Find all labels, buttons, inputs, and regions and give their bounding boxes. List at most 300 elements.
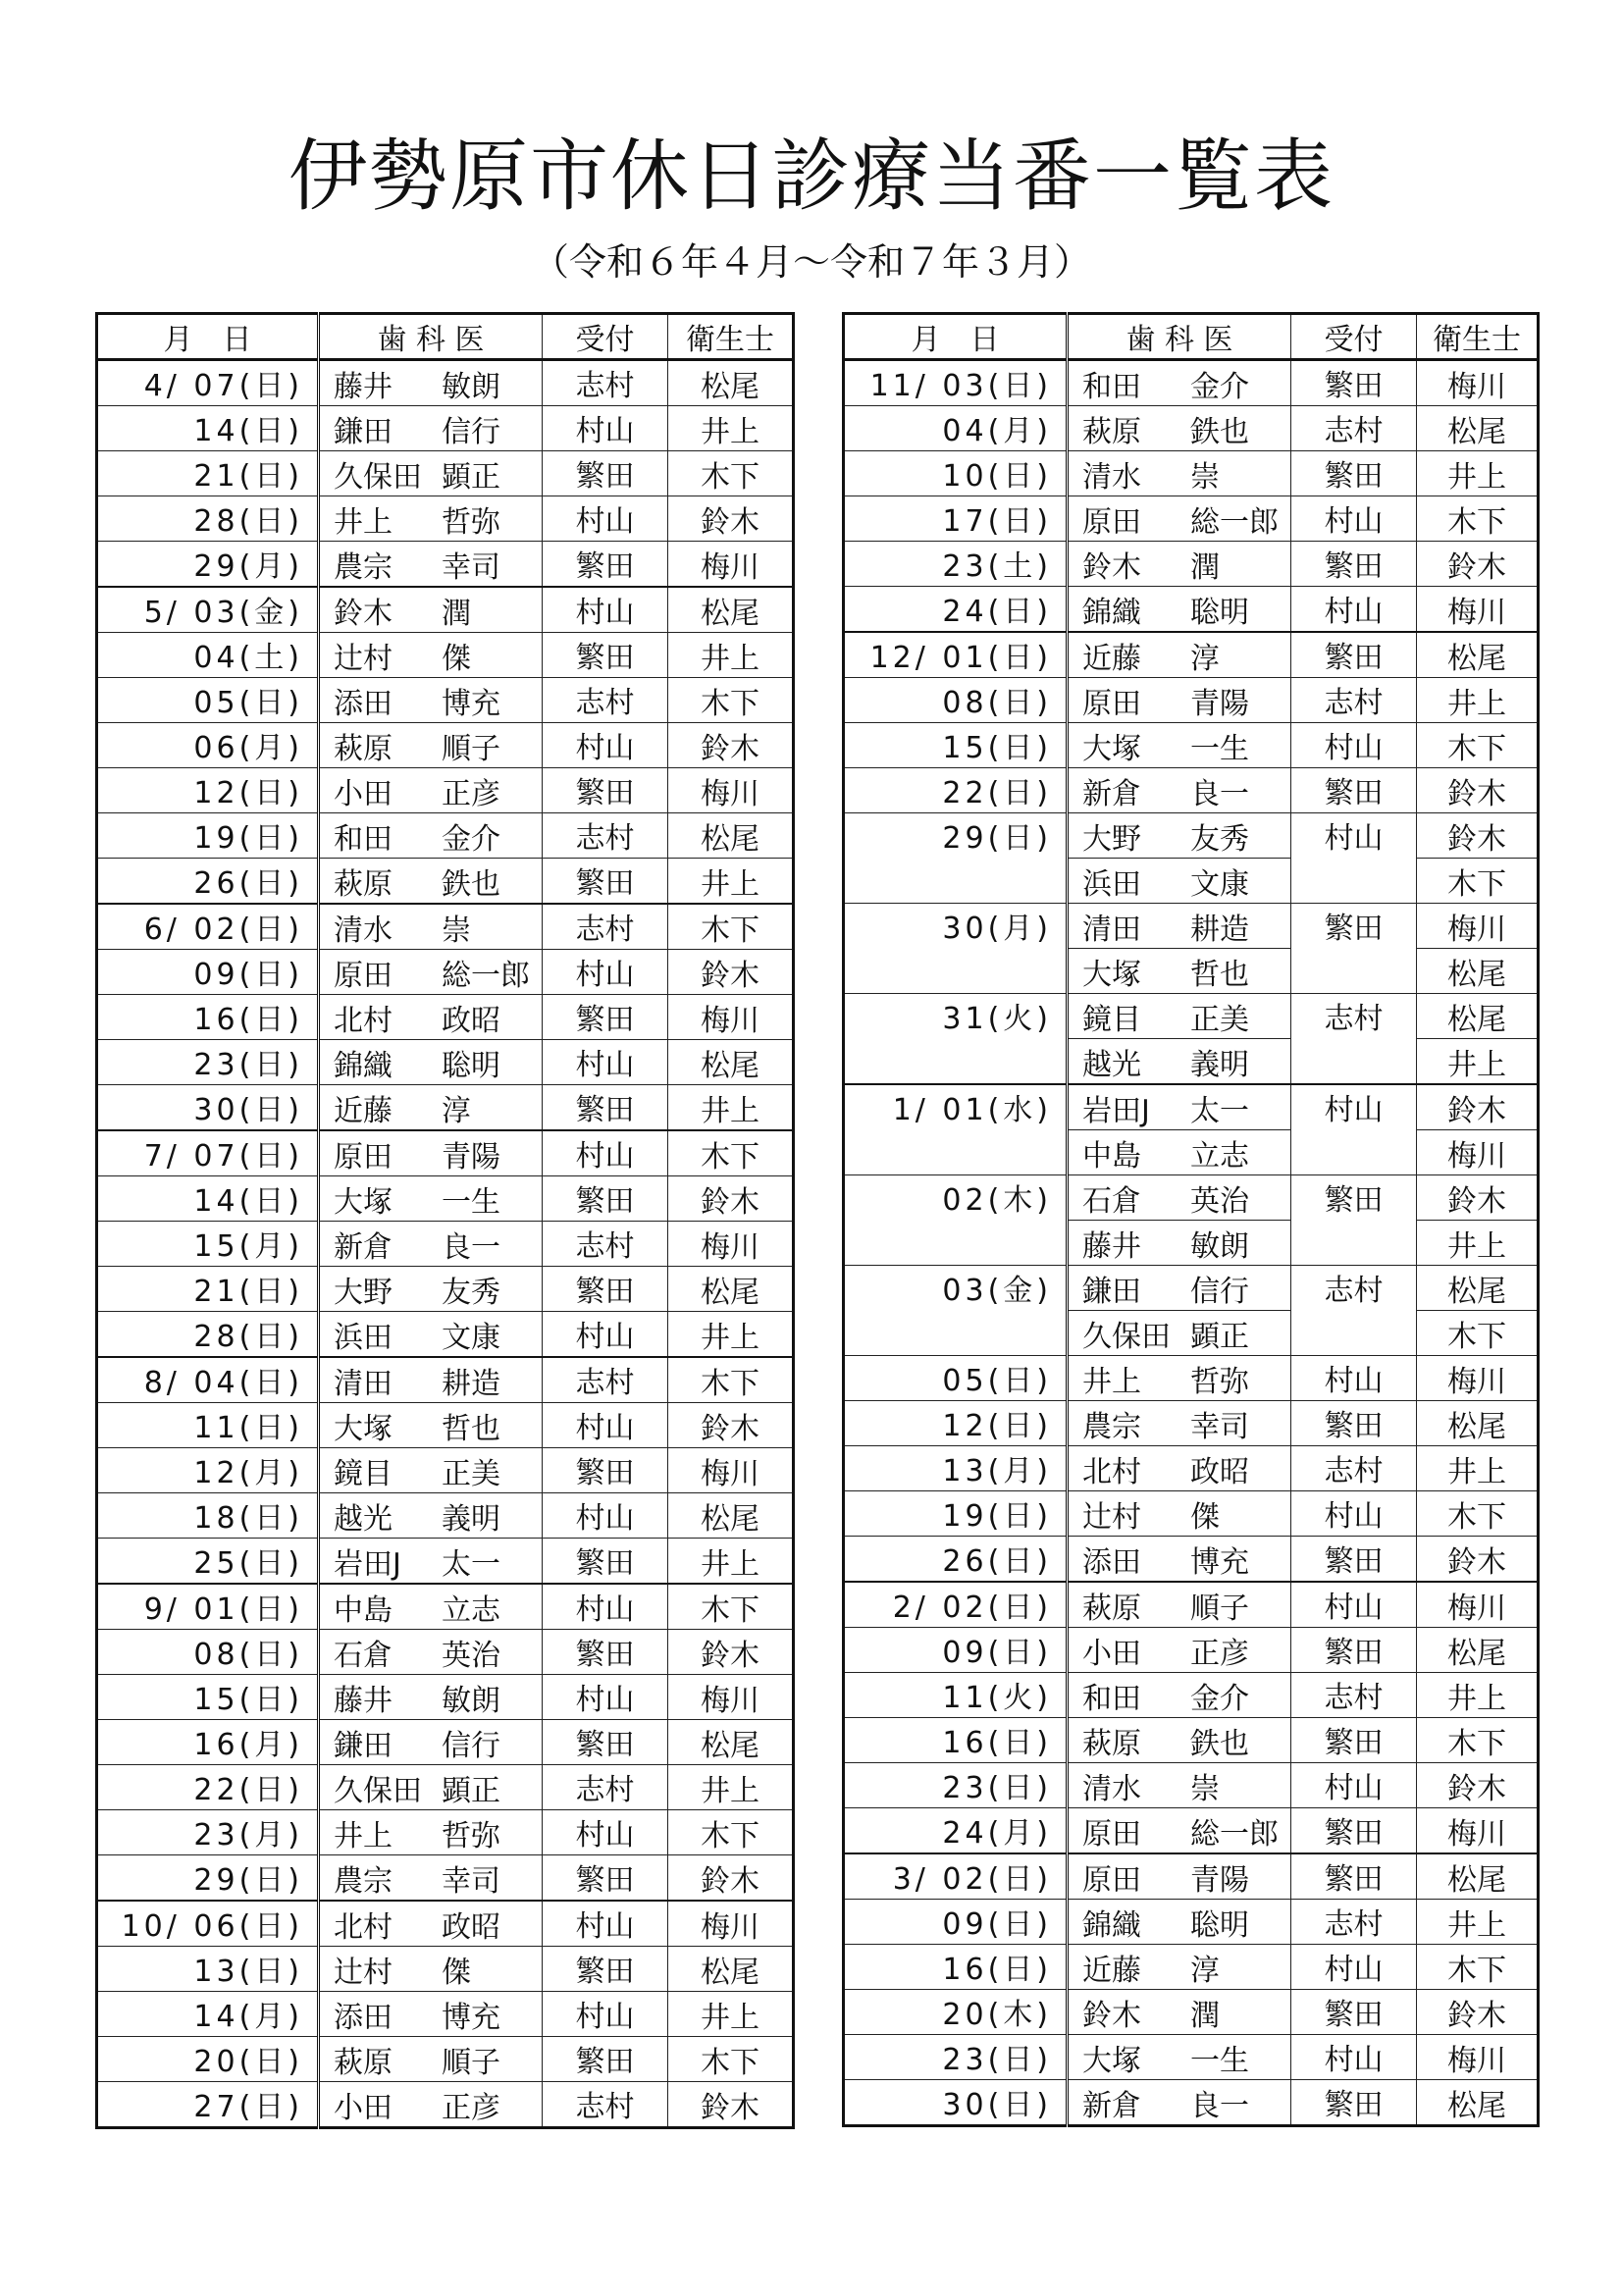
date-cell: 15(月) <box>97 1222 319 1267</box>
dentist-cell <box>1068 1356 1291 1401</box>
dentist-cell <box>319 1720 543 1765</box>
dentist-cell <box>1068 451 1291 496</box>
dentist-given-name: 幸司 <box>1190 1409 1249 1444</box>
hygienist-cell: 鈴木 <box>668 2082 794 2128</box>
dentist-given-name: 正彦 <box>1190 1636 1249 1671</box>
reception-cell: 村山 <box>543 1040 668 1085</box>
reception-cell: 村山 <box>1291 813 1417 904</box>
table-row <box>844 1401 1539 1446</box>
date-cell: 21(日) <box>97 1267 319 1312</box>
reception-cell: 繁田 <box>1291 768 1417 813</box>
date-cell: 05(日) <box>97 678 319 723</box>
reception-cell: 村山 <box>543 406 668 451</box>
dentist-cell <box>319 768 543 813</box>
hygienist-cell: 松尾 <box>1417 994 1539 1039</box>
dentist-given-name: 信行 <box>442 1728 500 1763</box>
reception-cell: 繁田 <box>543 1855 668 1902</box>
table-row <box>844 1446 1539 1491</box>
table-row <box>844 1945 1539 1990</box>
dentist-surname: 大塚 <box>334 1411 393 1446</box>
dentist-given-name: 立志 <box>442 1592 500 1628</box>
header-dentist: 歯 科 医 <box>319 314 543 360</box>
dentist-surname: 和田 <box>334 821 393 857</box>
dentist-surname: 清田 <box>1082 912 1141 947</box>
hygienist-cell: 木下 <box>668 451 794 496</box>
dentist-cell <box>319 1403 543 1448</box>
table-row <box>97 1947 794 1992</box>
hygienist-cell: 松尾 <box>1417 2080 1539 2126</box>
date-cell: 6/ 02(日) <box>97 904 319 950</box>
table-row <box>844 406 1539 451</box>
date-cell: 10/ 06(日) <box>97 1901 319 1947</box>
dentist-cell <box>1068 1537 1291 1583</box>
reception-cell: 志村 <box>1291 994 1417 1085</box>
dentist-given-name: 良一 <box>1190 776 1249 811</box>
dentist-given-name: 鉄也 <box>1190 1726 1249 1761</box>
hygienist-cell: 鈴木 <box>668 950 794 995</box>
dentist-given-name: 傑 <box>1190 1499 1220 1535</box>
hygienist-cell: 井上 <box>668 633 794 678</box>
reception-cell: 繁田 <box>543 1176 668 1222</box>
dentist-given-name: 総一郎 <box>442 958 530 993</box>
table-row <box>97 1765 794 1810</box>
date-cell: 24(月) <box>844 1808 1068 1854</box>
page-subtitle: （令和６年４月～令和７年３月） <box>531 240 1091 284</box>
table-row <box>97 360 794 406</box>
table-row <box>844 1084 1539 1130</box>
dentist-given-name: 文康 <box>1190 866 1249 902</box>
dentist-surname: 大塚 <box>334 1184 393 1220</box>
reception-cell: 志村 <box>543 678 668 723</box>
dentist-given-name: 総一郎 <box>1190 1816 1279 1852</box>
reception-cell: 村山 <box>1291 2035 1417 2080</box>
dentist-given-name: 金介 <box>1190 1681 1249 1716</box>
date-cell: 12(日) <box>97 768 319 813</box>
dentist-cell <box>319 1539 543 1585</box>
dentist-surname: 清水 <box>1082 1771 1141 1806</box>
hygienist-cell: 木下 <box>1417 859 1539 904</box>
table-row <box>97 1403 794 1448</box>
dentist-given-name: 良一 <box>442 1229 500 1265</box>
table-row <box>844 587 1539 633</box>
hygienist-cell: 井上 <box>668 1312 794 1358</box>
table-row <box>97 904 794 950</box>
reception-cell: 志村 <box>543 1222 668 1267</box>
dentist-given-name: 順子 <box>442 731 500 766</box>
dentist-surname: 新倉 <box>1082 2088 1141 2123</box>
reception-cell: 村山 <box>543 1130 668 1176</box>
dentist-cell <box>1068 1175 1291 1221</box>
dentist-given-name: 聡明 <box>1190 1907 1249 1943</box>
date-cell: 12/ 01(日) <box>844 632 1068 678</box>
date-cell: 23(土) <box>844 542 1068 587</box>
table-row <box>97 1720 794 1765</box>
dentist-surname: 新倉 <box>334 1229 393 1265</box>
hygienist-cell: 梅川 <box>668 1675 794 1720</box>
dentist-cell <box>1068 406 1291 451</box>
hygienist-cell: 井上 <box>668 1539 794 1585</box>
date-cell: 26(日) <box>97 859 319 905</box>
hygienist-cell: 鈴木 <box>1417 1084 1539 1130</box>
table-row <box>97 678 794 723</box>
reception-cell: 村山 <box>1291 1491 1417 1537</box>
dentist-surname: 井上 <box>334 504 393 540</box>
dentist-given-name: 青陽 <box>1190 686 1249 721</box>
table-row <box>97 1675 794 1720</box>
dentist-surname: 辻村 <box>334 641 393 676</box>
dentist-given-name: 博充 <box>442 2000 500 2035</box>
hygienist-cell: 井上 <box>1417 1446 1539 1491</box>
dentist-surname: 浜田 <box>334 1320 393 1355</box>
dentist-surname: 原田 <box>1082 686 1141 721</box>
dentist-surname: 浜田 <box>1082 866 1141 902</box>
reception-cell: 村山 <box>1291 1945 1417 1990</box>
hygienist-cell: 松尾 <box>668 813 794 859</box>
hygienist-cell: 井上 <box>1417 1673 1539 1718</box>
reception-cell: 村山 <box>1291 1356 1417 1401</box>
date-cell: 28(日) <box>97 496 319 542</box>
hygienist-cell: 松尾 <box>668 1040 794 1085</box>
date-cell: 16(日) <box>844 1945 1068 1990</box>
hygienist-cell: 鈴木 <box>668 1176 794 1222</box>
dentist-given-name: 一生 <box>1190 731 1249 766</box>
dentist-cell <box>319 904 543 950</box>
hygienist-cell: 梅川 <box>668 542 794 588</box>
reception-cell: 志村 <box>543 813 668 859</box>
hygienist-cell: 鈴木 <box>1417 1763 1539 1808</box>
date-cell: 23(日) <box>844 2035 1068 2080</box>
date-cell: 09(日) <box>844 1628 1068 1673</box>
reception-cell: 村山 <box>1291 1582 1417 1628</box>
dentist-given-name: 正彦 <box>442 2090 500 2125</box>
reception-cell: 繁田 <box>1291 1718 1417 1763</box>
table-row <box>97 1312 794 1358</box>
header-date: 月 日 <box>97 314 319 360</box>
reception-cell: 村山 <box>543 1810 668 1855</box>
dentist-surname: 岩田J <box>1082 1093 1150 1128</box>
dentist-cell <box>1068 904 1291 949</box>
reception-cell: 村山 <box>543 1992 668 2037</box>
dentist-cell <box>1068 994 1291 1039</box>
dentist-surname: 石倉 <box>334 1638 393 1673</box>
table-row <box>844 768 1539 813</box>
dentist-given-name: 一生 <box>1190 2043 1249 2078</box>
table-row <box>97 995 794 1040</box>
date-cell: 30(月) <box>844 904 1068 994</box>
date-cell: 14(日) <box>97 406 319 451</box>
reception-cell: 志村 <box>543 1765 668 1810</box>
reception-cell: 村山 <box>1291 496 1417 542</box>
dentist-cell <box>319 995 543 1040</box>
hygienist-cell: 梅川 <box>668 768 794 813</box>
dentist-cell <box>1068 723 1291 768</box>
hygienist-cell: 鈴木 <box>1417 768 1539 813</box>
table-row <box>97 723 794 768</box>
dentist-cell <box>1068 1491 1291 1537</box>
date-cell: 31(火) <box>844 994 1068 1085</box>
dentist-given-name: 順子 <box>1190 1591 1249 1626</box>
dentist-surname: 大塚 <box>1082 731 1141 766</box>
dentist-cell <box>319 451 543 496</box>
date-cell: 26(日) <box>844 1537 1068 1583</box>
hygienist-cell: 松尾 <box>668 587 794 633</box>
hygienist-cell: 松尾 <box>668 1267 794 1312</box>
dentist-given-name: 淳 <box>442 1093 471 1128</box>
reception-cell: 繁田 <box>543 1085 668 1131</box>
dentist-surname: 和田 <box>1082 369 1141 404</box>
dentist-given-name: 耕造 <box>442 1366 500 1401</box>
hygienist-cell: 井上 <box>1417 1039 1539 1085</box>
dentist-given-name: 良一 <box>1190 2088 1249 2123</box>
dentist-cell <box>1068 1763 1291 1808</box>
reception-cell: 志村 <box>543 904 668 950</box>
dentist-cell <box>319 1630 543 1675</box>
dentist-cell <box>1068 2080 1291 2126</box>
reception-cell: 繁田 <box>1291 2080 1417 2126</box>
dentist-given-name: 傑 <box>442 641 471 676</box>
date-cell: 14(日) <box>97 1176 319 1222</box>
reception-cell: 繁田 <box>1291 1401 1417 1446</box>
date-cell: 02(木) <box>844 1175 1068 1266</box>
date-cell: 15(日) <box>97 1675 319 1720</box>
hygienist-cell: 木下 <box>1417 1311 1539 1356</box>
table-row <box>844 1537 1539 1583</box>
date-cell: 30(日) <box>844 2080 1068 2126</box>
dentist-surname: 越光 <box>334 1501 393 1537</box>
header-reception: 受付 <box>543 314 668 360</box>
reception-cell: 繁田 <box>543 859 668 905</box>
hygienist-cell: 鈴木 <box>1417 813 1539 859</box>
dentist-surname: 新倉 <box>1082 776 1141 811</box>
date-cell: 13(月) <box>844 1446 1068 1491</box>
date-cell: 06(月) <box>97 723 319 768</box>
date-cell: 4/ 07(日) <box>97 360 319 406</box>
date-cell: 9/ 01(日) <box>97 1584 319 1630</box>
hygienist-cell: 木下 <box>668 1584 794 1630</box>
date-cell: 13(日) <box>97 1947 319 1992</box>
date-cell: 15(日) <box>844 723 1068 768</box>
dentist-surname: 北村 <box>1082 1454 1141 1489</box>
dentist-surname: 原田 <box>334 1139 393 1174</box>
date-cell: 11(火) <box>844 1673 1068 1718</box>
schedule-table-left <box>95 312 795 2129</box>
dentist-cell <box>1068 1084 1291 1130</box>
table-row <box>844 813 1539 859</box>
reception-cell: 村山 <box>1291 723 1417 768</box>
dentist-given-name: 英治 <box>1190 1183 1249 1219</box>
table-row <box>844 2035 1539 2080</box>
date-cell: 29(日) <box>97 1855 319 1902</box>
dentist-given-name: 聡明 <box>1190 595 1249 630</box>
table-row <box>844 723 1539 768</box>
reception-cell: 繁田 <box>543 633 668 678</box>
header-reception: 受付 <box>1291 314 1417 360</box>
hygienist-cell: 井上 <box>1417 1221 1539 1266</box>
page-title: 伊勢原市休日診療当番一覧表 <box>288 130 1335 222</box>
dentist-given-name: 総一郎 <box>1190 504 1279 540</box>
dentist-surname: 添田 <box>334 686 393 721</box>
dentist-cell <box>1068 1718 1291 1763</box>
hygienist-cell: 鈴木 <box>1417 1537 1539 1583</box>
dentist-given-name: 潤 <box>1190 549 1220 585</box>
dentist-given-name: 淳 <box>1190 641 1220 676</box>
dentist-surname: 中島 <box>1082 1138 1141 1174</box>
dentist-surname: 農宗 <box>334 549 393 585</box>
table-row <box>844 1491 1539 1537</box>
dentist-cell <box>1068 587 1291 633</box>
dentist-cell <box>319 1765 543 1810</box>
hygienist-cell: 梅川 <box>1417 587 1539 633</box>
table-row <box>844 542 1539 587</box>
hygienist-cell: 木下 <box>1417 496 1539 542</box>
date-cell: 16(日) <box>97 995 319 1040</box>
hygienist-cell: 松尾 <box>1417 1853 1539 1900</box>
dentist-cell <box>319 1312 543 1358</box>
dentist-cell <box>1068 678 1291 723</box>
date-cell: 27(日) <box>97 2082 319 2128</box>
dentist-surname: 原田 <box>1082 1816 1141 1852</box>
dentist-given-name: 崇 <box>442 913 471 948</box>
dentist-given-name: 敏朗 <box>1190 1228 1249 1264</box>
dentist-cell <box>1068 496 1291 542</box>
dentist-cell <box>319 360 543 406</box>
hygienist-cell: 井上 <box>668 1085 794 1131</box>
table-row <box>844 1853 1539 1900</box>
hygienist-cell: 木下 <box>668 1810 794 1855</box>
dentist-cell <box>319 1130 543 1176</box>
dentist-given-name: 順子 <box>442 2045 500 2080</box>
reception-cell: 繁田 <box>543 1630 668 1675</box>
dentist-surname: 中島 <box>334 1592 393 1628</box>
table-row <box>97 1040 794 1085</box>
dentist-given-name: 博充 <box>442 686 500 721</box>
dentist-cell <box>319 2037 543 2082</box>
dentist-surname: 久保田 <box>334 1773 422 1808</box>
reception-cell: 繁田 <box>1291 360 1417 406</box>
reception-cell: 村山 <box>543 723 668 768</box>
hygienist-cell: 木下 <box>668 2037 794 2082</box>
dentist-given-name: 幸司 <box>442 549 500 585</box>
date-cell: 12(日) <box>844 1401 1068 1446</box>
date-cell: 29(日) <box>844 813 1068 904</box>
hygienist-cell: 梅川 <box>668 995 794 1040</box>
date-cell: 11(日) <box>97 1403 319 1448</box>
dentist-cell <box>319 1901 543 1947</box>
dentist-given-name: 哲弥 <box>442 504 500 540</box>
header-row <box>844 314 1539 360</box>
hygienist-cell: 井上 <box>1417 1900 1539 1945</box>
hygienist-cell: 梅川 <box>668 1222 794 1267</box>
table-row <box>97 1130 794 1176</box>
reception-cell: 志村 <box>1291 1266 1417 1356</box>
table-row <box>844 1582 1539 1628</box>
dentist-cell <box>1068 1990 1291 2035</box>
dentist-surname: 鎌田 <box>334 414 393 449</box>
hygienist-cell: 松尾 <box>1417 406 1539 451</box>
dentist-surname: 藤井 <box>1082 1228 1141 1264</box>
dentist-surname: 石倉 <box>1082 1183 1141 1219</box>
dentist-surname: 大野 <box>334 1275 393 1310</box>
dentist-cell <box>1068 1673 1291 1718</box>
dentist-cell <box>319 1855 543 1902</box>
dentist-cell <box>1068 1808 1291 1854</box>
date-cell: 11/ 03(日) <box>844 360 1068 406</box>
dentist-cell <box>1068 1945 1291 1990</box>
dentist-surname: 小田 <box>334 2090 393 2125</box>
hygienist-cell: 梅川 <box>1417 1808 1539 1854</box>
hygienist-cell: 松尾 <box>1417 1401 1539 1446</box>
table-row <box>97 451 794 496</box>
dentist-given-name: 鉄也 <box>1190 414 1249 449</box>
schedule-body-right <box>844 360 1539 2126</box>
dentist-surname: 清水 <box>1082 459 1141 495</box>
header-row <box>97 314 794 360</box>
table-row <box>97 1992 794 2037</box>
dentist-surname: 添田 <box>1082 1544 1141 1580</box>
dentist-cell <box>1068 1628 1291 1673</box>
hygienist-cell: 鈴木 <box>668 496 794 542</box>
date-cell: 20(木) <box>844 1990 1068 2035</box>
table-row <box>97 496 794 542</box>
table-row <box>97 1539 794 1585</box>
dentist-surname: 農宗 <box>1082 1409 1141 1444</box>
reception-cell: 繁田 <box>543 451 668 496</box>
dentist-given-name: 聡明 <box>442 1048 500 1083</box>
dentist-cell <box>319 723 543 768</box>
table-row <box>844 496 1539 542</box>
dentist-cell <box>1068 1900 1291 1945</box>
hygienist-cell: 井上 <box>1417 678 1539 723</box>
dentist-surname: 近藤 <box>1082 641 1141 676</box>
dentist-surname: 鈴木 <box>1082 1998 1141 2033</box>
date-cell: 08(日) <box>844 678 1068 723</box>
dentist-surname: 久保田 <box>334 459 422 495</box>
hygienist-cell: 梅川 <box>668 1448 794 1493</box>
dentist-given-name: 正美 <box>442 1456 500 1491</box>
dentist-cell <box>319 859 543 905</box>
hygienist-cell: 井上 <box>668 1992 794 2037</box>
table-row <box>97 1176 794 1222</box>
dentist-cell <box>319 1176 543 1222</box>
hygienist-cell: 井上 <box>668 406 794 451</box>
date-cell: 1/ 01(水) <box>844 1084 1068 1175</box>
dentist-surname: 鈴木 <box>1082 549 1141 585</box>
date-cell: 5/ 03(金) <box>97 587 319 633</box>
header-hygienist: 衛生士 <box>1417 314 1539 360</box>
table-row <box>844 1808 1539 1854</box>
table-row <box>97 1222 794 1267</box>
reception-cell: 繁田 <box>543 995 668 1040</box>
reception-cell: 村山 <box>543 1901 668 1947</box>
dentist-surname: 小田 <box>1082 1636 1141 1671</box>
dentist-surname: 清水 <box>334 913 393 948</box>
dentist-surname: 近藤 <box>334 1093 393 1128</box>
date-cell: 09(日) <box>844 1900 1068 1945</box>
hygienist-cell: 鈴木 <box>668 1630 794 1675</box>
dentist-surname: 藤井 <box>334 1683 393 1718</box>
table-row <box>844 451 1539 496</box>
dentist-cell <box>319 1085 543 1131</box>
hygienist-cell: 井上 <box>668 859 794 905</box>
dentist-given-name: 哲弥 <box>442 1818 500 1853</box>
table-row <box>844 1990 1539 2035</box>
dentist-given-name: 青陽 <box>1190 1862 1249 1898</box>
dentist-cell <box>319 1584 543 1630</box>
hygienist-cell: 梅川 <box>1417 904 1539 949</box>
reception-cell: 村山 <box>543 1584 668 1630</box>
reception-cell: 志村 <box>1291 1900 1417 1945</box>
dentist-cell <box>319 1448 543 1493</box>
